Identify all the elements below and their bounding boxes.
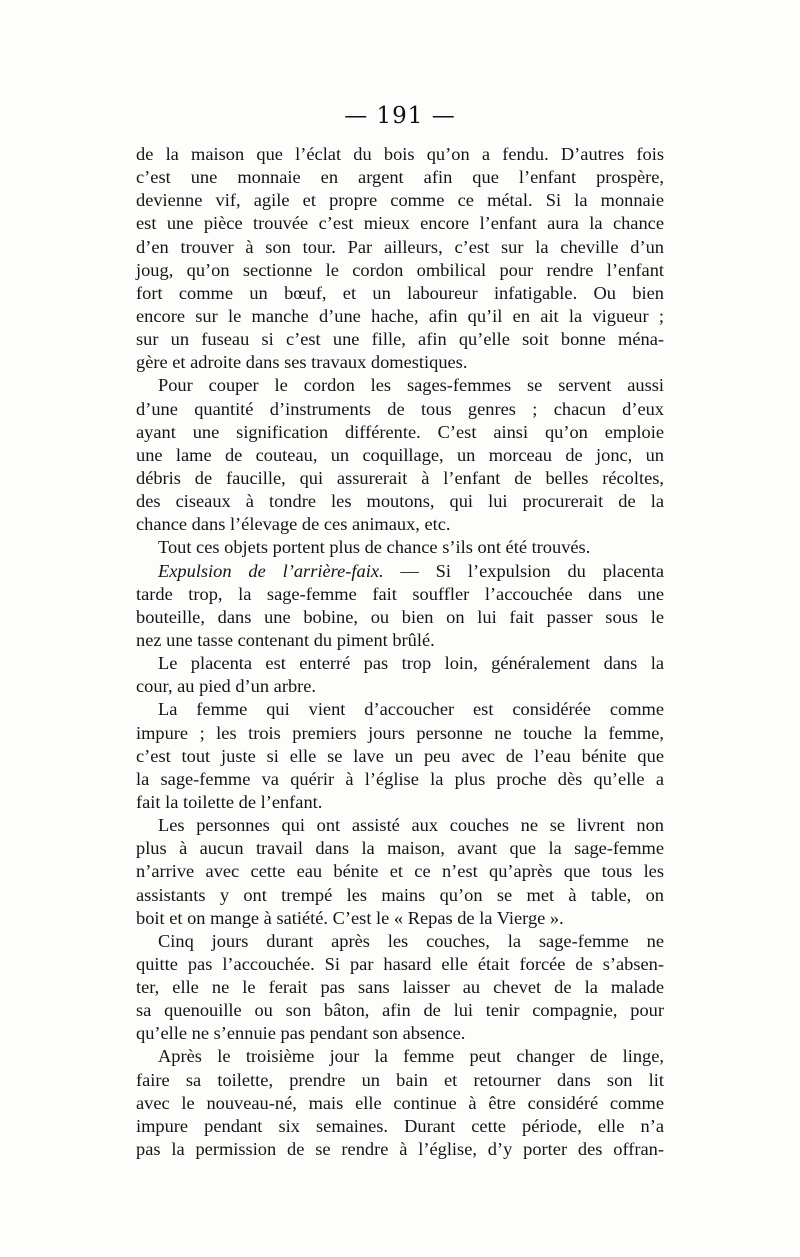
text-line: plus à aucun travail dans la maison, avant que la sage-femme xyxy=(136,838,664,859)
text-line: joug, qu’on sectionne le cordon ombilical pour rendre l’enfant xyxy=(136,259,664,280)
text-line: Le placenta est enterré pas trop loin, généralement dans la xyxy=(158,653,664,674)
text-line: assistants y ont trempé les mains qu’on se met à table, on xyxy=(136,884,664,905)
text-line: faire sa toilette, prendre un bain et retourner dans son lit xyxy=(136,1069,664,1090)
text-line: Tout ces objets portent plus de chance s’ils ont été trouvés. xyxy=(158,537,591,558)
text-line: avec le nouveau-né, mais elle continue à être considéré comme xyxy=(136,1092,664,1113)
text-line: Les personnes qui ont assisté aux couches ne se livrent non xyxy=(158,815,664,836)
text-line: de la maison que l’éclat du bois qu’on a fendu. D’autres fois xyxy=(136,144,664,164)
page-number: — 191 — xyxy=(344,103,456,129)
text-line: qu’elle ne s’ennuie pas pendant son absence. xyxy=(136,1023,466,1044)
text-line: ayant une signification différente. C’est ainsi qu’on emploie xyxy=(136,421,664,442)
text-line: c’est une monnaie en argent afin que l’enfant prospère, xyxy=(136,167,664,188)
text-line: gère et adroite dans ses travaux domestiques. xyxy=(136,352,468,373)
text-line: ter, elle ne le ferait pas sans laisser au chevet de la malade xyxy=(136,977,664,998)
text-line: encore sur le manche d’une hache, afin qu’il en ait la vigueur ; xyxy=(136,305,664,326)
body-text xyxy=(136,143,664,1161)
text-line: débris de faucille, qui assurerait à l’enfant de belles récoltes, xyxy=(136,467,664,488)
text-line: Pour couper le cordon les sages-femmes se servent aussi xyxy=(158,375,664,396)
text-line: impure pendant six semaines. Durant cette période, elle n’a xyxy=(136,1115,664,1136)
text-line: nez une tasse contenant du piment brûlé. xyxy=(136,629,435,650)
text-line: d’en trouver à son tour. Par ailleurs, c’est sur la cheville d’un xyxy=(136,236,664,257)
text-line: une lame de couteau, un coquillage, un morceau de jonc, un xyxy=(136,444,664,465)
text-line: sur un fuseau si c’est une fille, afin qu’elle soit bonne ména- xyxy=(136,329,664,350)
text-line: c’est tout juste si elle se lave un peu avec de l’eau bénite que xyxy=(136,745,664,766)
text-line: La femme qui vient d’accoucher est considérée comme xyxy=(158,699,664,720)
text-line: des ciseaux à tondre les moutons, qui lui procurerait de la xyxy=(136,491,664,512)
text-line: d’une quantité d’instruments de tous genres ; chacun d’eux xyxy=(136,398,664,419)
text-line: Après le troisième jour la femme peut changer de linge, xyxy=(158,1046,664,1067)
text-line: sa quenouille ou son bâton, afin de lui tenir compagnie, pour xyxy=(136,1000,664,1021)
section-heading: Expulsion de l’arrière-faix. xyxy=(158,560,384,581)
text-line: pas la permission de se rendre à l’église, d’y porter des offran- xyxy=(136,1139,664,1160)
text-line: n’arrive avec cette eau bénite et ce n’est qu’après que tous les xyxy=(136,861,664,882)
line-text: — Si l’expulsion du placenta xyxy=(383,560,664,581)
text-line: boit et on mange à satiété. C’est le « Repas de la Vierge ». xyxy=(136,907,564,928)
text-line: impure ; les trois premiers jours personne ne touche la femme, xyxy=(136,722,664,743)
text-line: cour, au pied d’un arbre. xyxy=(136,676,317,697)
text-line: bouteille, dans une bobine, ou bien on lui fait passer sous le xyxy=(136,606,664,627)
text-line: est une pièce trouvée c’est mieux encore l’enfant aura la chance xyxy=(136,213,664,234)
text-line: Cinq jours durant après les couches, la sage-femme ne xyxy=(158,930,664,951)
text-line: tarde trop, la sage-femme fait souffler l’accouchée dans une xyxy=(136,583,664,604)
text-line: la sage-femme va quérir à l’église la plus proche dès qu’elle a xyxy=(136,768,664,789)
text-line: devienne vif, agile et propre comme ce métal. Si la monnaie xyxy=(136,190,664,211)
text-line: quitte pas l’accouchée. Si par hasard elle était forcée de s’absen- xyxy=(136,953,664,974)
text-line: chance dans l’élevage de ces animaux, etc. xyxy=(136,514,451,535)
text-line: fort comme un bœuf, et un laboureur infatigable. Ou bien xyxy=(136,282,664,303)
text-line xyxy=(136,560,664,583)
text-line: fait la toilette de l’enfant. xyxy=(136,791,323,812)
